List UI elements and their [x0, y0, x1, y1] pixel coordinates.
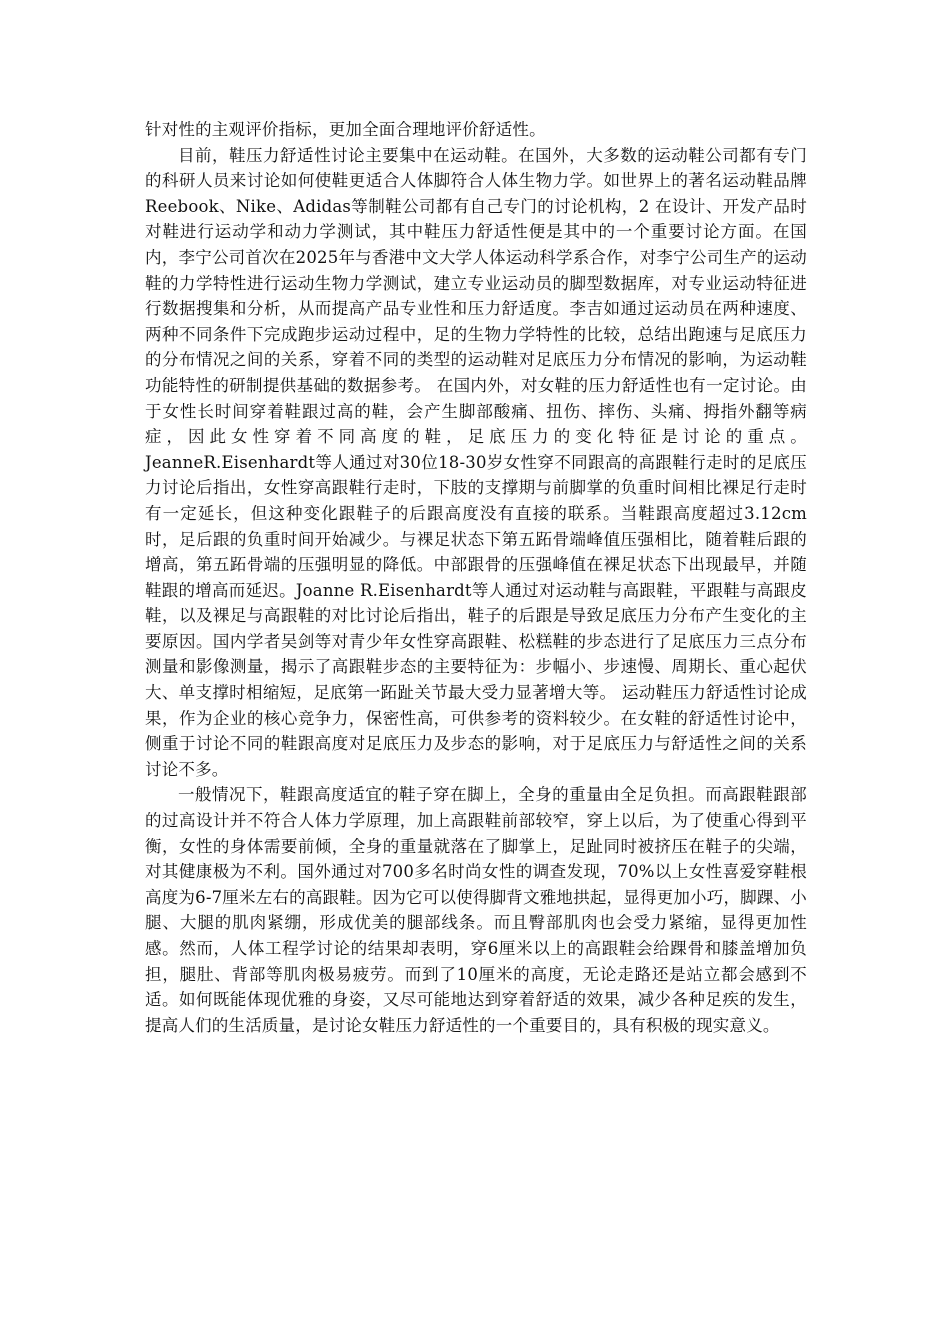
paragraph-continuation: 针对性的主观评价指标，更加全面合理地评价舒适性。: [145, 120, 546, 139]
document-body: [145, 117, 807, 1038]
paragraph-high-heel-impact: 一般情况下，鞋跟高度适宜的鞋子穿在脚上，全身的重量由全足负担。而高跟鞋跟部的过高设计并不符合人体力学原理，加上高跟鞋前部较窄，穿上以后，为了使重心得到平衡，女性的身体需要前倾，全身的重量就落在了脚掌上，足趾同时被挤压在鞋子的尖端，对其健康极为不利。国外通过对700多名时尚女性的调查发现，70%以上女性喜爱穿鞋根高度为6-7厘米左右的高跟鞋。因为它可以使得脚背文雅地拱起，显得更加小巧，脚踝、小腿、大腿的肌肉紧绷，形成优美的腿部线条。而且臀部肌肉也会受力紧缩，显得更加性感。然而，人体工程学讨论的结果却表明，穿6厘米以上的高跟鞋会给踝骨和膝盖增加负担，腿肚、背部等肌肉极易疲劳。而到了10厘米的高度，无论走路还是站立都会感到不适。如何既能体现优雅的身姿，又尽可能地达到穿着舒适的效果，减少各种足疾的发生，提高人们的生活质量，是讨论女鞋压力舒适性的一个重要目的，具有积极的现实意义。: [145, 785, 807, 1035]
paragraph-research-status: 目前，鞋压力舒适性讨论主要集中在运动鞋。在国外，大多数的运动鞋公司都有专门的科研人员来讨论如何使鞋更适合人体脚符合人体生物力学。如世界上的著名运动鞋品牌Reebook、Nike、Adidas等制鞋公司都有自己专门的讨论机构，2 在设计、开发产品时对鞋进行运动学和动力学测试，其中鞋压力舒适性便是其中的一个重要讨论方面。在国内，李宁公司首次在2025年与香港中文大学人体运动科学系合作，对李宁公司生产的运动鞋的力学特性进行运动生物力学测试，建立专业运动员的脚型数据库，对专业运动特征进行数据搜集和分析，从而提高产品专业性和压力舒适度。李吉如通过运动员在两种速度、两种不同条件下完成跑步运动过程中，足的生物力学特性的比较，总结出跑速与足底压力的分布情况之间的关系，穿着不同的类型的运动鞋对足底压力分布情况的影响，为运动鞋功能特性的研制提供基础的数据参考。 在国内外，对女鞋的压力舒适性也有一定讨论。由于女性长时间穿着鞋跟过高的鞋，会产生脚部酸痛、扭伤、摔伤、头痛、拇指外翻等病症，因此女性穿着不同高度的鞋，足底压力的变化特征是讨论的重点。JeanneR.Eisenhardt等人通过对30位18-30岁女性穿不同跟高的高跟鞋行走时的足底压力讨论后指出，女性穿高跟鞋行走时，下肢的支撑期与前脚掌的负重时间相比裸足行走时有一定延长，但这种变化跟鞋子的后跟高度没有直接的联系。当鞋跟高度超过3.12cm时，足后跟的负重时间开始减少。与裸足状态下第五跖骨端峰值压强相比，随着鞋后跟的增高，第五跖骨端的压强明显的降低。中部跟骨的压强峰值在裸足状态下出现最早，并随鞋跟的增高而延迟。Joanne R.Eisenhardt等人通过对运动鞋与高跟鞋，平跟鞋与高跟皮鞋，以及裸足与高跟鞋的对比讨论后指出，鞋子的后跟是导致足底压力分布产生变化的主要原因。国内学者吴剑等对青少年女性穿高跟鞋、松糕鞋的步态进行了足底压力三点分布测量和影像测量，揭示了高跟鞋步态的主要特征为：步幅小、步速慢、周期长、重心起伏大、单支撑时相缩短，足底第一跖趾关节最大受力显著增大等。 运动鞋压力舒适性讨论成果，作为企业的核心竞争力，保密性高，可供参考的资料较少。在女鞋的舒适性讨论中，侧重于讨论不同的鞋跟高度对足底压力及步态的影响，对于足底压力与舒适性之间的关系讨论不多。: [145, 145, 807, 779]
